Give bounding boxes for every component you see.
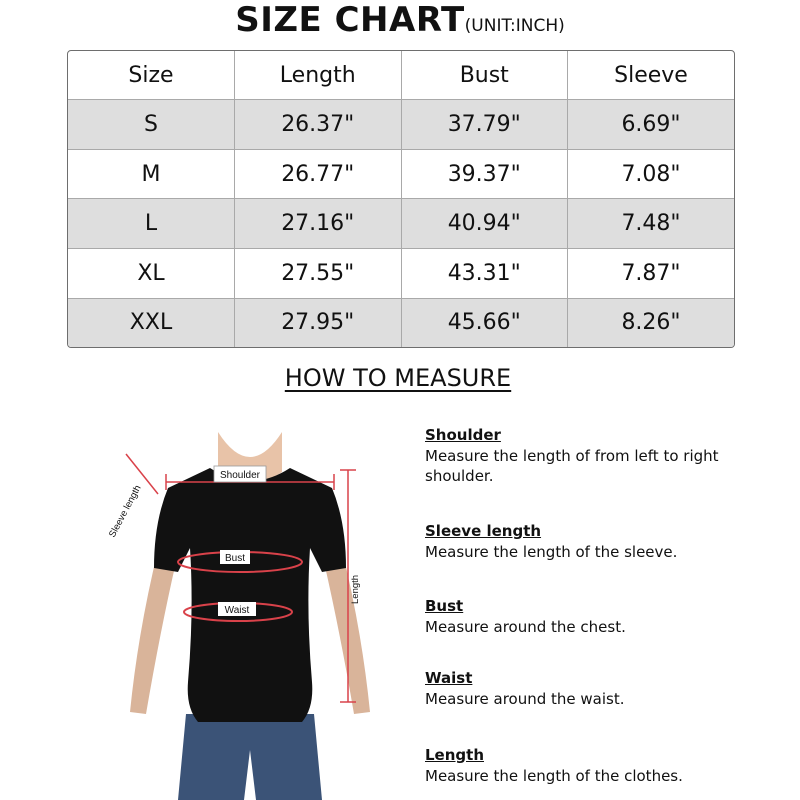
size-chart-title xyxy=(0,0,800,44)
item-title: Length xyxy=(425,746,484,764)
table-row xyxy=(68,149,734,199)
cell-bust: 45.66" xyxy=(401,298,568,347)
black-shirt xyxy=(154,468,346,722)
header-size: Size xyxy=(68,51,235,100)
table-row xyxy=(68,100,734,150)
cell-bust: 40.94" xyxy=(401,199,568,249)
label-shoulder: Shoulder xyxy=(219,470,261,481)
item-sleeve xyxy=(425,522,677,562)
label-length: Length xyxy=(350,574,361,604)
item-title: Bust xyxy=(425,597,464,615)
item-title: Shoulder xyxy=(425,426,501,444)
cell-length: 26.77" xyxy=(235,149,402,199)
table-row xyxy=(68,249,734,299)
item-desc: Measure around the waist. xyxy=(425,690,625,708)
cell-size: XXL xyxy=(68,298,235,347)
title-main: SIZE CHART xyxy=(235,0,465,40)
item-bust xyxy=(425,597,626,637)
item-title: Waist xyxy=(425,669,473,687)
cell-size: L xyxy=(68,199,235,249)
cell-bust: 43.31" xyxy=(401,249,568,299)
right-arm xyxy=(324,550,370,714)
item-desc-line: shoulder. xyxy=(425,467,494,485)
label-waist: Waist xyxy=(224,605,250,616)
size-chart-table xyxy=(67,50,735,348)
item-desc: Measure the length of the clothes. xyxy=(425,767,683,785)
cell-sleeve: 8.26" xyxy=(568,298,735,347)
cell-sleeve: 7.08" xyxy=(568,149,735,199)
cell-size: S xyxy=(68,100,235,150)
table-header-row xyxy=(68,51,734,100)
item-waist xyxy=(425,669,625,709)
item-desc: Measure around the chest. xyxy=(425,618,626,636)
item-shoulder xyxy=(425,426,719,486)
item-desc: Measure the length of the sleeve. xyxy=(425,543,678,561)
item-desc xyxy=(425,446,719,486)
header-length: Length xyxy=(235,51,402,100)
measurement-figure xyxy=(100,432,400,800)
header-bust: Bust xyxy=(401,51,568,100)
cell-length: 27.55" xyxy=(235,249,402,299)
title-unit: (UNIT:INCH) xyxy=(464,16,565,36)
cell-size: M xyxy=(68,149,235,199)
how-to-measure-heading: HOW TO MEASURE xyxy=(284,364,512,392)
cell-bust: 37.79" xyxy=(401,100,568,150)
item-title: Sleeve length xyxy=(425,522,542,540)
cell-length: 27.95" xyxy=(235,298,402,347)
item-length xyxy=(425,746,683,786)
item-desc-line: Measure the length of from left to right xyxy=(425,447,719,465)
table-row xyxy=(68,298,734,347)
jeans xyxy=(178,714,322,800)
left-arm xyxy=(130,550,176,714)
cell-size: XL xyxy=(68,249,235,299)
cell-sleeve: 7.87" xyxy=(568,249,735,299)
table-row xyxy=(68,199,734,249)
label-bust: Bust xyxy=(224,553,246,564)
cell-bust: 39.37" xyxy=(401,149,568,199)
header-sleeve: Sleeve xyxy=(568,51,735,100)
cell-length: 26.37" xyxy=(235,100,402,150)
cell-length: 27.16" xyxy=(235,199,402,249)
cell-sleeve: 7.48" xyxy=(568,199,735,249)
cell-sleeve: 6.69" xyxy=(568,100,735,150)
label-sleeve: Sleeve length xyxy=(106,483,144,540)
